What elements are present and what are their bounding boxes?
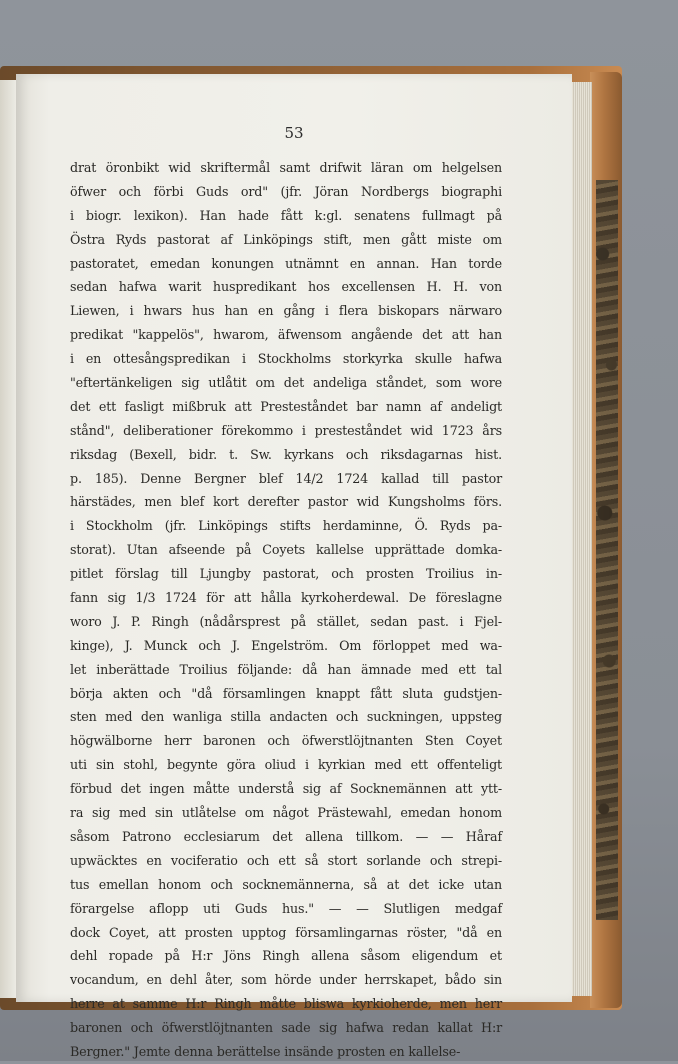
text-line: i biogr. lexikon). Han hade fått k:gl. senatens fullmagt på: [70, 207, 502, 223]
text-line: Bergner." Jemte denna berättelse insände prosten en kallelse-: [70, 1043, 461, 1059]
text-line: p. 185). Denne Bergner blef 14/2 1724 kallad till pastor: [70, 470, 502, 486]
body-text: [70, 156, 502, 1064]
text-line: Östra Ryds pastorat af Linköpings stift, men gått miste om: [70, 231, 502, 247]
text-line: predikat "kappelös", hwarom, äfwensom angående det att han: [70, 327, 502, 343]
text-line: härstädes, men blef kort derefter pastor wid Kungsholms förs.: [70, 494, 502, 510]
text-line: tus emellan honom och socknemännerna, så at det icke utan: [70, 876, 502, 892]
text-line: vocandum, en dehl åter, som hörde under herrskapet, bådo sin: [70, 972, 502, 988]
text-line: kinge), J. Munck och J. Engelström. Om förloppet med wa-: [70, 637, 502, 653]
text-line: i Stockholm (jfr. Linköpings stifts herdaminne, Ö. Ryds pa-: [70, 518, 502, 534]
text-line: storat). Utan afseende på Coyets kallelse upprättade domka-: [70, 542, 502, 558]
text-line: sten med den wanliga stilla andacten och suckningen, uppsteg: [70, 709, 502, 725]
text-line: högwälborne herr baronen och öfwerstlöjtnanten Sten Coyet: [70, 733, 502, 749]
text-line: det ett fasligt mißbruk att Presteståndet bar namn af andeligt: [70, 398, 502, 414]
text-line: baronen och öfwerstlöjtnanten sade sig hafwa redan kallat H:r: [70, 1020, 502, 1036]
text-line: uti sin stohl, begynte göra oliud i kyrkian med ett offenteligt: [70, 757, 502, 773]
text-line: let inberättade Troilius följande: då han ämnade med ett tal: [70, 661, 502, 677]
text-line: woro J. P. Ringh (nådårsprest på stället, sedan past. i Fjel-: [70, 613, 502, 629]
text-line: öfwer och förbi Guds ord" (jfr. Jöran Nordbergs biographi: [70, 183, 502, 199]
text-line: förargelse aflopp uti Guds hus." — — Slutligen medgaf: [70, 900, 502, 916]
text-line: såsom Patrono ecclesiarum det allena tillkom. — — Håraf: [70, 828, 502, 844]
page-number: 53: [284, 124, 304, 142]
text-line: fann sig 1/3 1724 för att hålla kyrkoherdewal. De föreslagne: [70, 590, 502, 606]
left-page-sliver: [0, 80, 16, 998]
text-line: sedan hafwa warit huspredikant hos excellensen H. H. von: [70, 279, 502, 295]
text-line: herre at samme H:r Ringh måtte bliswa kyrkioherde, men herr: [70, 996, 502, 1012]
text-line: riksdag (Bexell, bidr. t. Sw. kyrkans och riksdagarnas hist.: [70, 446, 502, 462]
text-line: dehl ropade på H:r Jöns Ringh allena såsom eligendum et: [70, 948, 502, 964]
book-page: [16, 74, 572, 1059]
text-line: pastoratet, emedan konungen utnämnt en annan. Han torde: [70, 255, 502, 271]
text-line: i en ottesångspredikan i Stockholms storkyrka skulle hafwa: [70, 351, 502, 367]
text-line: pitlet förslag till Ljungby pastorat, och prosten Troilius in-: [70, 566, 502, 582]
text-line: drat öronbikt wid skriftermål samt drifwit läran om helgelsen: [70, 160, 502, 175]
marbled-edge: [596, 180, 618, 920]
text-line: "eftertänkeligen sig utlåtit om det andeliga ståndet, som wore: [70, 375, 502, 391]
text-line: ra sig med sin utlåtelse om något Prästewahl, emedan honom: [70, 805, 502, 821]
text-line: upwäcktes en vociferatio och ett så stort sorlande och strepi-: [70, 852, 502, 868]
text-line: Liewen, i hwars hus han en gång i flera biskopars närwaro: [70, 303, 502, 319]
text-line: dock Coyet, att prosten upptog församlingarnas röster, "då en: [70, 924, 502, 940]
text-line: börja akten och "då församlingen knappt fått sluta gudstjen-: [70, 685, 502, 701]
text-line: förbud det ingen måtte understå sig af Socknemännen att ytt-: [70, 781, 502, 797]
text-line: stånd", deliberationer förekommo i presteståndet wid 1723 års: [70, 422, 502, 438]
